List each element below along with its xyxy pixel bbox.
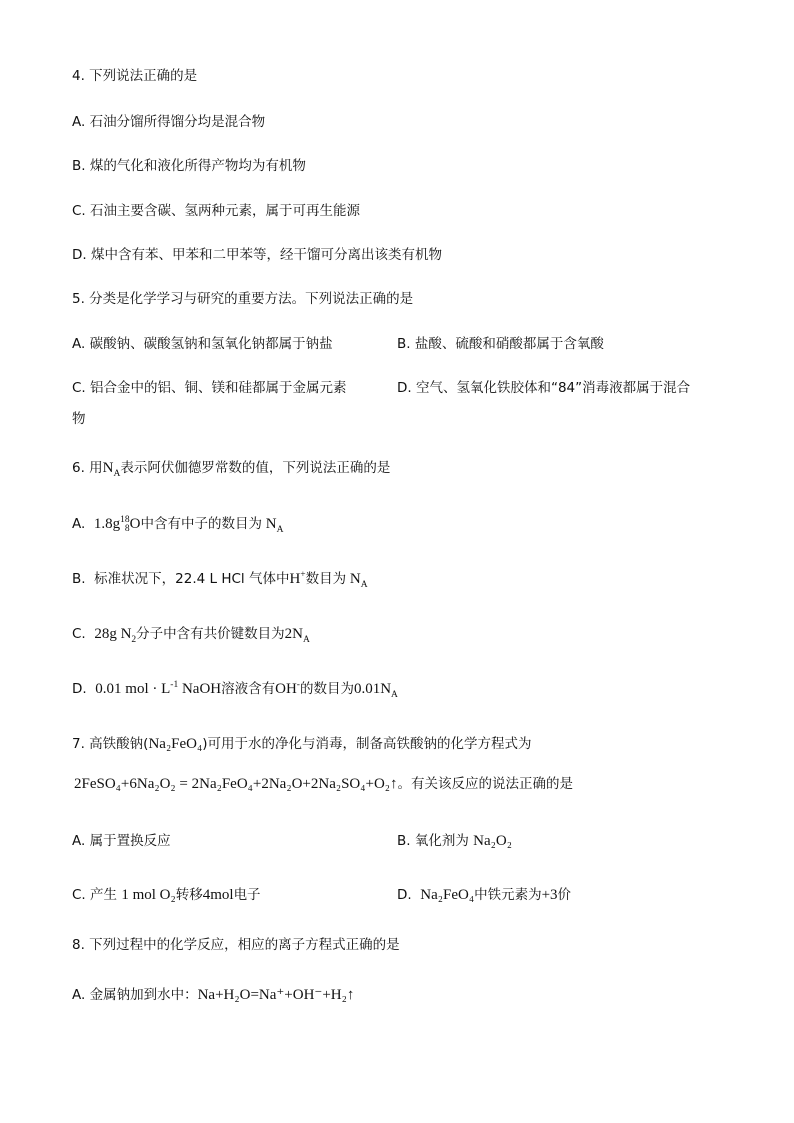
q7-c-prefix: C. 产生	[72, 887, 118, 903]
q4-option-c: C. 石油主要含碳、氢两种元素，属于可再生能源	[72, 203, 361, 219]
q6-d-naoh: NaOH	[181, 681, 222, 697]
q7-stem	[72, 734, 532, 754]
q6-c-value-sub: A	[303, 635, 310, 645]
q6-b-na-sub: A	[360, 580, 368, 590]
q7-option-d	[397, 885, 571, 905]
q7-d-text: 中铁元素为	[474, 887, 542, 903]
q7-d-value: +3	[541, 887, 558, 903]
q6-c-mass: 28g	[94, 626, 117, 642]
q6-d-label: D.	[72, 681, 87, 697]
q6-d-oh: OH	[275, 681, 297, 697]
q6-d-concentration: 0.01 mol · L	[95, 681, 171, 697]
q6-d-oh-charge: -	[296, 680, 300, 690]
q6-b-text1: 标准状况下，22.4 L HCl 气体中	[94, 571, 290, 587]
q7-c-transfer: 转移	[175, 887, 203, 903]
q7-b-prefix: B. 氧化剂为	[397, 833, 469, 849]
q4-option-d: D. 煤中含有苯、甲苯和二甲苯等，经干馏可分离出该类有机物	[72, 247, 442, 263]
q6-c-label: C.	[72, 626, 86, 642]
q7-option-b	[397, 831, 512, 851]
q6-stem	[72, 458, 390, 478]
q4-stem: 4. 下列说法正确的是	[72, 68, 198, 84]
q7-c-electrons: 4mol	[202, 887, 234, 903]
q8-stem: 8. 下列过程中的化学反应，相应的离子方程式正确的是	[72, 937, 400, 953]
q7-d-formula: Na₂FeO₄	[420, 887, 475, 903]
q6-option-d	[72, 679, 398, 699]
q6-c-value: 2N	[284, 626, 303, 642]
q6-b-ion-charge: +	[300, 570, 306, 580]
q5-option-d: D. 空气、氢氧化铁胶体和“84”消毒液都属于混合	[397, 380, 691, 396]
q7-stem-suffix: )可用于水的净化与消毒，制备高铁酸钠的化学方程式为	[202, 736, 532, 752]
q6-option-c	[72, 624, 310, 644]
q6-option-a	[72, 514, 283, 534]
q7-stem-prefix: 7. 高铁酸钠(	[72, 736, 149, 752]
q7-b-formula: Na₂O₂	[473, 833, 512, 849]
q8-a-prefix: A. 金属钠加到水中：	[72, 987, 198, 1003]
q6-d-value: 0.01N	[353, 681, 392, 697]
q6-b-ion: H	[289, 571, 301, 587]
q5-option-d-continued: 物	[72, 411, 86, 427]
q7-equation: 2FeSO₄+6Na₂O₂ = 2Na₂FeO₄+2Na₂O+2Na₂SO₄+O₂↑	[74, 776, 398, 792]
q8-a-equation: Na+H₂O=Na⁺+OH⁻+H₂↑	[197, 987, 355, 1003]
q5-option-a: A. 碳酸钠、碳酸氢钠和氢氧化钠都属于钠盐	[72, 336, 333, 352]
q6-a-atomic-number: 8	[124, 523, 130, 534]
q5-option-b: B. 盐酸、硫酸和硝酸都属于含氧酸	[397, 336, 604, 352]
q6-b-text2: 数目为	[305, 571, 347, 587]
q6-a-label: A.	[72, 516, 86, 532]
q7-d-label: D.	[397, 887, 412, 903]
q6-d-value-sub: A	[391, 690, 398, 700]
q6-a-na-sub: A	[276, 525, 284, 535]
q6-a-mass: 1.8g	[93, 516, 121, 532]
q6-c-n2: N	[120, 626, 132, 642]
q6-na-symbol: N	[102, 460, 114, 476]
q6-c-n2-sub: 2	[131, 635, 137, 645]
q7-option-a: A. 属于置换反应	[72, 833, 171, 849]
q4-option-b: B. 煤的气化和液化所得产物均为有机物	[72, 158, 306, 174]
q6-a-na: N	[265, 516, 277, 532]
q7-equation-suffix: 。有关该反应的说法正确的是	[397, 776, 574, 792]
q8-option-a	[72, 985, 354, 1005]
q7-c-amount: 1 mol O₂	[121, 887, 176, 903]
q6-option-b	[72, 569, 368, 589]
q6-stem-prefix: 6. 用	[72, 460, 103, 476]
q6-a-text: 中含有中子的数目为	[140, 516, 262, 532]
q7-stem-formula: Na₂FeO₄	[148, 736, 203, 752]
q6-d-text1: 溶液含有	[221, 681, 276, 697]
q6-na-sub: A	[113, 469, 121, 479]
q6-stem-suffix: 表示阿伏伽德罗常数的值，下列说法正确的是	[120, 460, 391, 476]
q6-a-mass-number: 18	[120, 514, 130, 525]
q6-d-text2: 的数目为	[299, 681, 354, 697]
q7-option-c	[72, 885, 261, 905]
q6-b-label: B.	[72, 571, 86, 587]
q5-option-c: C. 铝合金中的铝、铜、镁和硅都属于金属元素	[72, 380, 347, 396]
q6-a-oxygen-symbol: O	[129, 516, 141, 532]
q5-stem: 5. 分类是化学学习与研究的重要方法。下列说法正确的是	[72, 291, 414, 307]
q6-c-text: 分子中含有共价键数目为	[136, 626, 285, 642]
q7-equation-line	[74, 774, 573, 794]
q4-option-a: A. 石油分馏所得馏分均是混合物	[72, 114, 266, 130]
q6-b-na: N	[349, 571, 361, 587]
q6-d-unit-exponent: -1	[170, 680, 179, 690]
q7-d-suffix: 价	[557, 887, 572, 903]
q7-c-suffix: 电子	[233, 887, 261, 903]
